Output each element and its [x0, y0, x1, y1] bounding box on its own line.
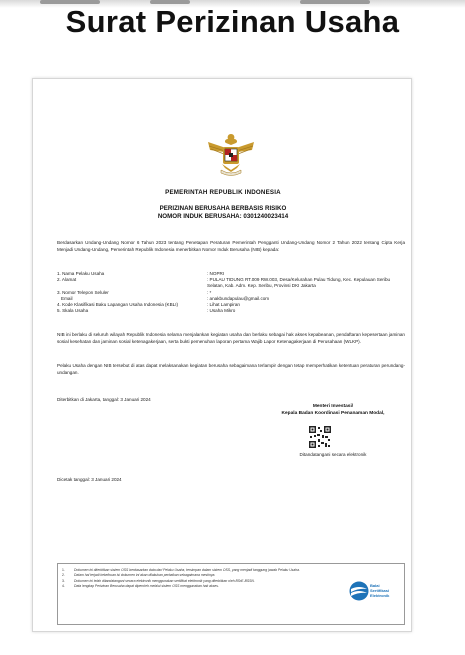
note-number: 2.: [62, 573, 65, 578]
note-number: 1.: [62, 568, 65, 572]
field-label: 3. Nomor Telepon Seluler: [57, 289, 109, 295]
validity-paragraph: NIB ini berlaku di seluruh wilayah Republik Indonesia selama menjalankan kegiatan usaha dan berlaku sebagai hak akses kepabeanan, pendaftaran kepesertaan jaminan sosial kesehatan dan jaminan sosial ketenagakerjaan, serta bukti pemenuhan laporan pertama Wajib Lapor Ketenagakerjaan di Perusahaan (WLKP).: [57, 332, 405, 345]
garuda-emblem-icon: [206, 130, 256, 178]
signatory-block: [273, 403, 393, 417]
intro-paragraph: Berdasarkan Undang-Undang Nomor 6 Tahun 2023 tentang Penetapan Peraturan Pemerintah Pengganti Undang-Undang Nomor 2 Tahun 2022 tentang Cipta Kerja Menjadi Undang-Undang, Pemerintah Republik Indonesia menerbitkan Nomor Induk Berusaha (NIB) kepada:: [57, 240, 405, 253]
field-value: : anakbundapulau@gmail.com: [207, 295, 270, 301]
field-value: : Lihat Lampiran: [207, 302, 240, 308]
field-label: 4. Kode Klasifikasi Baku Lapangan Usaha Indonesia (KBLI): [57, 302, 179, 308]
bsre-line: Elektronik: [370, 593, 390, 598]
note-text: Dalam hal terjadi kekeliruan isi dokumen ini akan dilakukan perbaikan sebagaimana mestinya.: [74, 573, 216, 578]
disclaimer-notes: [62, 568, 344, 590]
electronic-signature-note: Ditandatangani secara elektronik: [299, 452, 367, 457]
field-value: : PULAU TIDUNG RT.009 RW.003, Desa/Kelurahan Pulau Tidung, Kec. Kepulauan Seribu Selatan, Kab. Adm. Kep. Seribu, Provinsi DKI Jakarta: [207, 277, 391, 289]
nib-number: NOMOR INDUK BERUSAHA: 0301240023414: [157, 213, 289, 220]
field-label: 5. Skala Usaha: [57, 308, 89, 314]
bsre-globe-icon: [348, 580, 370, 602]
note-text: Dokumen ini diterbitkan sistem OSS berdasarkan data dari Pelaku Usaha, tersimpan dalam sistem OSS, yang menjadi tanggung jawab Pelaku Usaha.: [74, 568, 300, 572]
signatory-title: Menteri Investasi/: [312, 404, 354, 409]
printed-date: Dicetak tanggal: 3 Januari 2024: [57, 477, 122, 482]
field-label: Email: [61, 295, 73, 301]
headline: Surat Perizinan Usaha: [65, 4, 400, 39]
field-value: : NOPRI: [207, 271, 225, 276]
signatory-office: Kepala Badan Koordinasi Penanaman Modal,: [281, 411, 385, 416]
field-value: : *: [207, 289, 212, 295]
field-row: [57, 308, 405, 314]
issued-date: Diterbitkan di Jakarta, tanggal: 3 Januari 2024: [57, 397, 151, 402]
bsre-line: Balai: [370, 583, 380, 588]
field-label: 1. Nama Pelaku Usaha: [57, 271, 105, 276]
bsre-logo: [348, 580, 404, 604]
field-label: 2. Alamat: [57, 277, 77, 283]
note-text: Data lengkap Perizinan Berusaha dapat diperoleh melalui sistem OSS menggunakan hak akses.: [74, 584, 219, 589]
permit-title: PERIZINAN BERUSAHA BERBASIS RISIKO: [159, 205, 287, 212]
government-title: PEMERINTAH REPUBLIK INDONESIA: [165, 189, 281, 196]
note-number: 3.: [62, 578, 65, 583]
business-fields: [57, 271, 405, 314]
list-item: [62, 584, 344, 589]
disclaimer-box: [57, 563, 405, 625]
bsre-name: [370, 583, 404, 598]
permit-document: [32, 78, 412, 632]
qr-code-icon: [308, 425, 332, 449]
note-number: 4.: [62, 584, 65, 589]
bsre-line: Sertifikasi: [370, 588, 390, 593]
field-value: : Usaha Mikro: [207, 308, 236, 314]
field-row: [57, 277, 405, 289]
obligation-paragraph: Pelaku Usaha dengan NIB tersebut di atas dapat melaksanakan kegiatan berusaha sebagaimana terlampir dengan tetap memperhatikan ketentuan peraturan perundang-undangan.: [57, 363, 405, 376]
note-text: Dokumen ini telah ditandatangani secara elektronik menggunakan sertifikat elektronik yang diterbitkan oleh BSrE-BSSN.: [74, 578, 255, 583]
